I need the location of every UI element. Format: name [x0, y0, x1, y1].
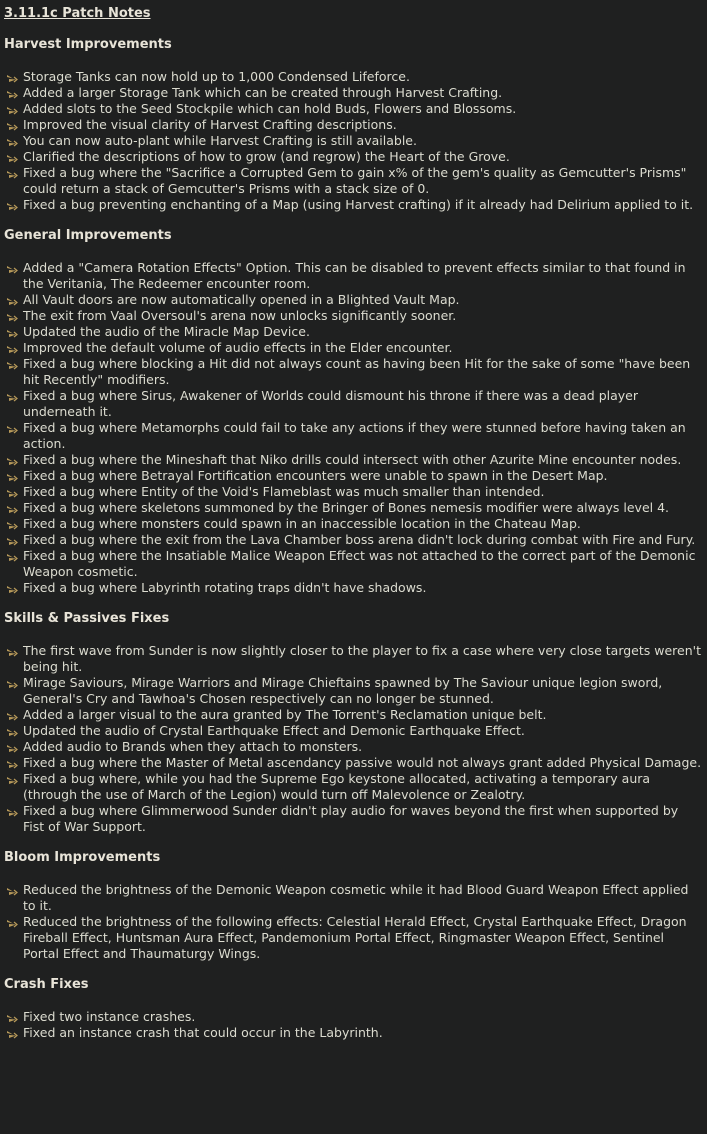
list-item	[4, 468, 703, 484]
list-item	[4, 133, 703, 149]
wing-arrow-bullet-icon	[6, 1028, 18, 1038]
list-item-text: Fixed a bug preventing enchanting of a Map (using Harvest crafting) if it already had Delirium applied to it.	[23, 197, 694, 212]
wing-arrow-bullet-icon	[6, 455, 18, 465]
list-item-text: Improved the default volume of audio effects in the Elder encounter.	[23, 340, 453, 355]
list-item-text: Fixed a bug where Metamorphs could fail to take any actions if they were stunned before having taken an action.	[23, 420, 686, 451]
list-item-text: Added a larger visual to the aura granted by The Torrent's Reclamation unique belt.	[23, 707, 547, 722]
list-item-text: Fixed a bug where Entity of the Void's Flameblast was much smaller than intended.	[23, 484, 545, 499]
list-item	[4, 420, 703, 452]
list-item-text: Reduced the brightness of the following effects: Celestial Herald Effect, Crystal Earthquake Effect, Dragon Fireball Effect, Huntsman Aura Effect, Pandemonium Portal Effect, Ringmaster Weapon Effect, Sentinel Portal Effect and Thaumaturgy Wings.	[23, 914, 687, 961]
section-item-list	[4, 882, 703, 962]
wing-arrow-bullet-icon	[6, 168, 18, 178]
section-item-list	[4, 69, 703, 213]
wing-arrow-bullet-icon	[6, 327, 18, 337]
list-item	[4, 643, 703, 675]
list-item	[4, 755, 703, 771]
wing-arrow-bullet-icon	[6, 88, 18, 98]
list-item-text: Added slots to the Seed Stockpile which can hold Buds, Flowers and Blossoms.	[23, 101, 517, 116]
list-item-text: Fixed a bug where Betrayal Fortification encounters were unable to spawn in the Desert Map.	[23, 468, 608, 483]
list-item	[4, 1025, 703, 1041]
list-item-text: Updated the audio of the Miracle Map Device.	[23, 324, 310, 339]
list-item-text: Reduced the brightness of the Demonic Weapon cosmetic while it had Blood Guard Weapon Effect applied to it.	[23, 882, 689, 913]
wing-arrow-bullet-icon	[6, 726, 18, 736]
list-item	[4, 197, 703, 213]
list-item	[4, 292, 703, 308]
section-item-list	[4, 643, 703, 835]
list-item-text: Updated the audio of Crystal Earthquake Effect and Demonic Earthquake Effect.	[23, 723, 525, 738]
list-item-text: Fixed a bug where, while you had the Supreme Ego keystone allocated, activating a temporary aura (through the use of March of the Legion) would turn off Malevolence or Zealotry.	[23, 771, 651, 802]
wing-arrow-bullet-icon	[6, 487, 18, 497]
list-item	[4, 117, 703, 133]
wing-arrow-bullet-icon	[6, 646, 18, 656]
wing-arrow-bullet-icon	[6, 535, 18, 545]
wing-arrow-bullet-icon	[6, 1012, 18, 1022]
section-heading: Skills & Passives Fixes	[4, 611, 170, 626]
wing-arrow-bullet-icon	[6, 120, 18, 130]
list-item-text: Fixed a bug where the Master of Metal ascendancy passive would not always grant added Physical Damage.	[23, 755, 702, 770]
wing-arrow-bullet-icon	[6, 263, 18, 273]
list-item	[4, 580, 703, 596]
list-item-text: Mirage Saviours, Mirage Warriors and Mirage Chieftains spawned by The Saviour unique legion sword, General's Cry and Tawhoa's Chosen respectively can no longer be stunned.	[23, 675, 663, 706]
wing-arrow-bullet-icon	[6, 343, 18, 353]
wing-arrow-bullet-icon	[6, 295, 18, 305]
patch-notes-title-link[interactable]: 3.11.1c Patch Notes	[4, 6, 151, 21]
list-item-text: Fixed a bug where monsters could spawn in an inaccessible location in the Chateau Map.	[23, 516, 581, 531]
list-item	[4, 882, 703, 914]
section-heading: Harvest Improvements	[4, 37, 172, 52]
wing-arrow-bullet-icon	[6, 311, 18, 321]
list-item	[4, 69, 703, 85]
wing-arrow-bullet-icon	[6, 104, 18, 114]
list-item	[4, 500, 703, 516]
list-item-text: Fixed a bug where blocking a Hit did not always count as having been Hit for the sake of some "have been hit Recently" modifiers.	[23, 356, 691, 387]
list-item-text: The exit from Vaal Oversoul's arena now unlocks significantly sooner.	[23, 308, 457, 323]
list-item	[4, 388, 703, 420]
wing-arrow-bullet-icon	[6, 678, 18, 688]
wing-arrow-bullet-icon	[6, 583, 18, 593]
list-item	[4, 356, 703, 388]
list-item-text: Fixed a bug where Sirus, Awakener of Worlds could dismount his throne if there was a dead player underneath it.	[23, 388, 638, 419]
section-item-list	[4, 1009, 703, 1041]
list-item	[4, 516, 703, 532]
wing-arrow-bullet-icon	[6, 774, 18, 784]
list-item-text: The first wave from Sunder is now slightly closer to the player to fix a case where very close targets weren't being hit.	[23, 643, 701, 674]
list-item	[4, 803, 703, 835]
list-item	[4, 739, 703, 755]
list-item	[4, 914, 703, 962]
list-item	[4, 452, 703, 468]
list-item-text: Added a larger Storage Tank which can be created through Harvest Crafting.	[23, 85, 503, 100]
list-item-text: Fixed two instance crashes.	[23, 1009, 196, 1024]
list-item	[4, 675, 703, 707]
wing-arrow-bullet-icon	[6, 710, 18, 720]
list-item-text: Clarified the descriptions of how to grow (and regrow) the Heart of the Grove.	[23, 149, 510, 164]
list-item	[4, 484, 703, 500]
wing-arrow-bullet-icon	[6, 885, 18, 895]
list-item	[4, 771, 703, 803]
wing-arrow-bullet-icon	[6, 917, 18, 927]
list-item	[4, 340, 703, 356]
wing-arrow-bullet-icon	[6, 72, 18, 82]
wing-arrow-bullet-icon	[6, 136, 18, 146]
list-item	[4, 324, 703, 340]
list-item-text: Improved the visual clarity of Harvest Crafting descriptions.	[23, 117, 397, 132]
list-item	[4, 1009, 703, 1025]
wing-arrow-bullet-icon	[6, 152, 18, 162]
list-item	[4, 101, 703, 117]
list-item-text: Fixed a bug where skeletons summoned by the Bringer of Bones nemesis modifier were always level 4.	[23, 500, 670, 515]
wing-arrow-bullet-icon	[6, 359, 18, 369]
list-item-text: Fixed a bug where the Mineshaft that Niko drills could intersect with other Azurite Mine encounter nodes.	[23, 452, 682, 467]
section-heading: Crash Fixes	[4, 977, 89, 992]
list-item-text: Fixed a bug where Glimmerwood Sunder didn't play audio for waves beyond the first when supported by Fist of War Support.	[23, 803, 679, 834]
list-item-text: Storage Tanks can now hold up to 1,000 Condensed Lifeforce.	[23, 69, 410, 84]
wing-arrow-bullet-icon	[6, 742, 18, 752]
wing-arrow-bullet-icon	[6, 391, 18, 401]
list-item	[4, 723, 703, 739]
wing-arrow-bullet-icon	[6, 471, 18, 481]
list-item-text: Fixed a bug where the "Sacrifice a Corrupted Gem to gain x% of the gem's quality as Gemcutter's Prisms" could return a stack of Gemcutter's Prisms with a stack size of 0.	[23, 165, 687, 196]
list-item-text: Fixed an instance crash that could occur in the Labyrinth.	[23, 1025, 383, 1040]
list-item-text: You can now auto-plant while Harvest Crafting is still available.	[23, 133, 417, 148]
wing-arrow-bullet-icon	[6, 806, 18, 816]
list-item	[4, 260, 703, 292]
wing-arrow-bullet-icon	[6, 423, 18, 433]
wing-arrow-bullet-icon	[6, 551, 18, 561]
list-item-text: All Vault doors are now automatically opened in a Blighted Vault Map.	[23, 292, 460, 307]
section-heading: General Improvements	[4, 228, 172, 243]
list-item-text: Added a "Camera Rotation Effects" Option. This can be disabled to prevent effects similar to that found in the Veritania, The Redeemer encounter room.	[23, 260, 686, 291]
list-item-text: Fixed a bug where the Insatiable Malice Weapon Effect was not attached to the correct part of the Demonic Weapon cosmetic.	[23, 548, 696, 579]
wing-arrow-bullet-icon	[6, 519, 18, 529]
list-item	[4, 149, 703, 165]
list-item-text: Added audio to Brands when they attach to monsters.	[23, 739, 363, 754]
list-item	[4, 548, 703, 580]
list-item	[4, 308, 703, 324]
section-item-list	[4, 260, 703, 596]
list-item	[4, 165, 703, 197]
wing-arrow-bullet-icon	[6, 200, 18, 210]
wing-arrow-bullet-icon	[6, 758, 18, 768]
list-item	[4, 532, 703, 548]
list-item	[4, 85, 703, 101]
list-item	[4, 707, 703, 723]
section-heading: Bloom Improvements	[4, 850, 161, 865]
list-item-text: Fixed a bug where Labyrinth rotating traps didn't have shadows.	[23, 580, 427, 595]
list-item-text: Fixed a bug where the exit from the Lava Chamber boss arena didn't lock during combat with Fire and Fury.	[23, 532, 696, 547]
wing-arrow-bullet-icon	[6, 503, 18, 513]
patch-notes-sections	[4, 37, 703, 1041]
